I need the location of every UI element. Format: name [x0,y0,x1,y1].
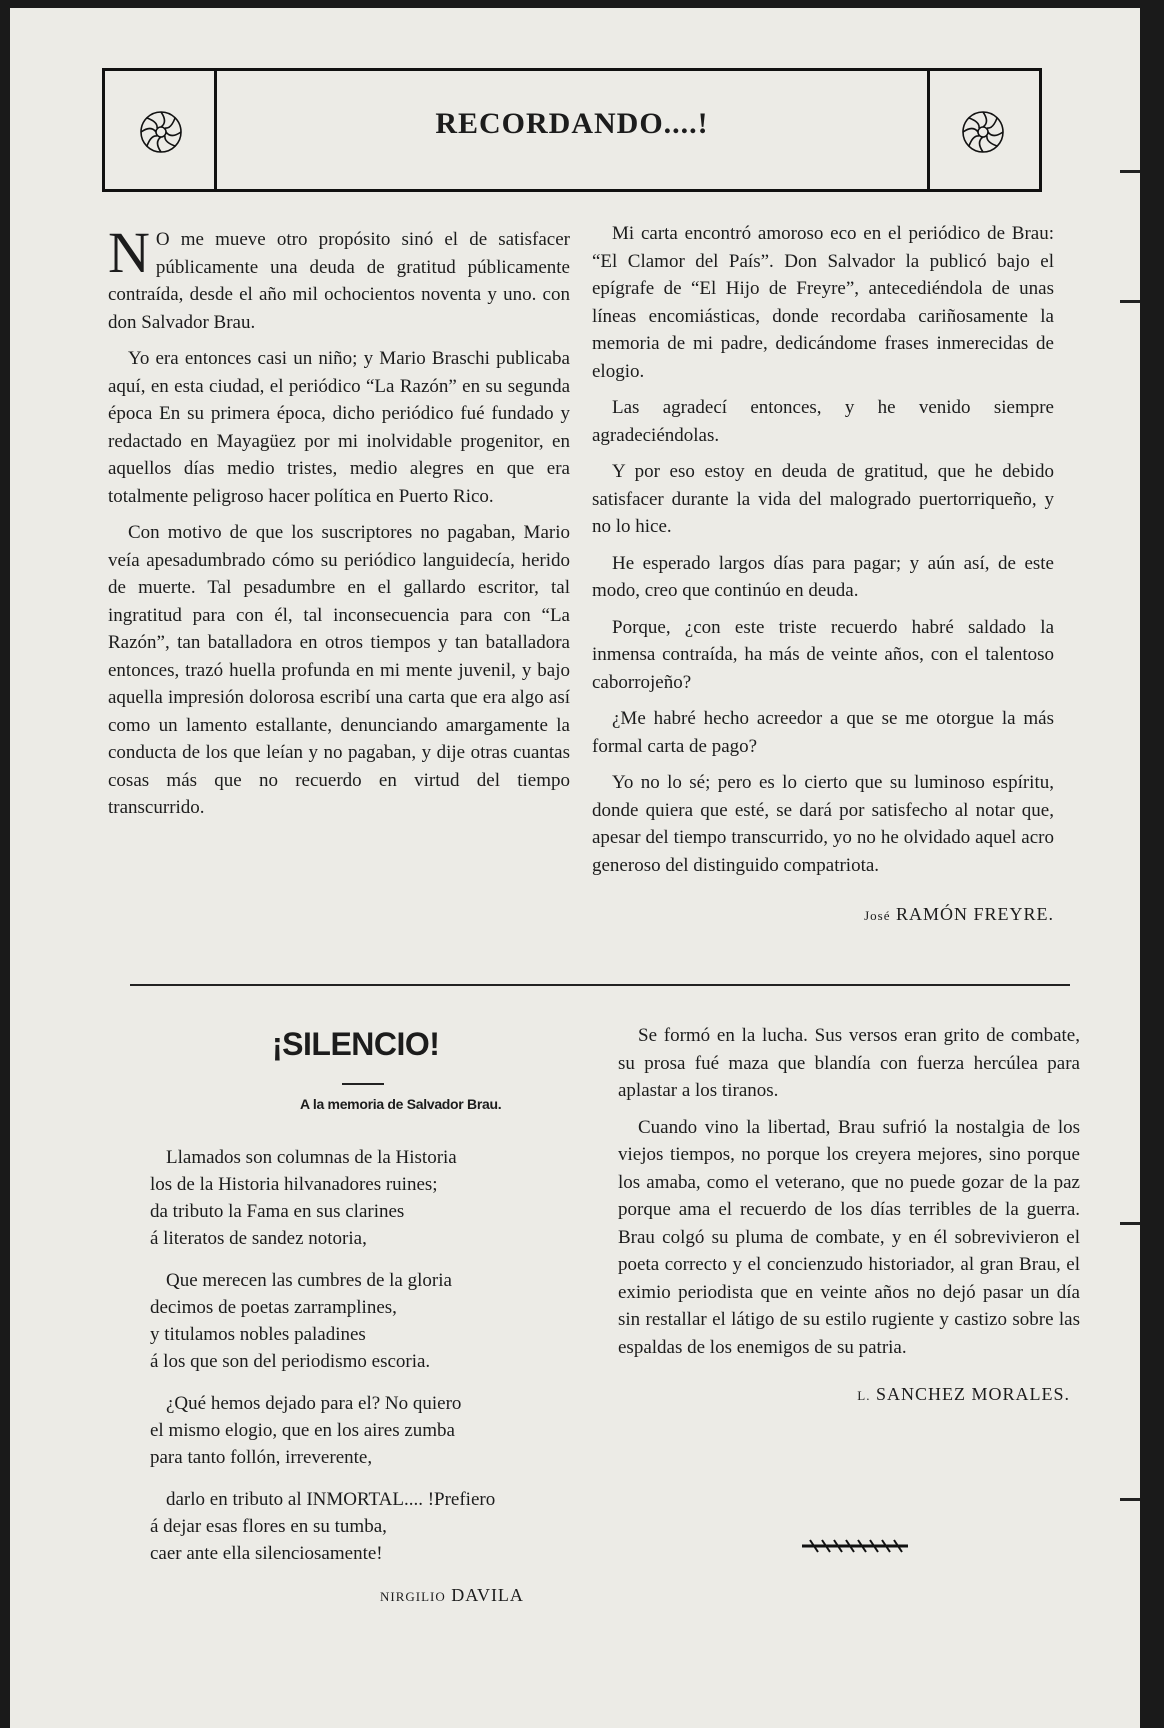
paragraph: Con motivo de que los suscriptores no pagaban, Mario veía apesadumbrado cómo su periódico languidecía, herido de muerte. Tal pesadumbre en el gallardo escritor, tal ingratitud para con él, tal inconsecuencia para con “La Razón”, tan batalladora en otros tiempos y tan batalladora entonces, trazó huella profunda en mi mente juvenil, y bajo aquella impresión dolorosa escribí una carta que era algo así como un lamento estallante, denunciando amargamente la conducta de los que leían y no pagaban, y dije otras cuantas cosas más que no recuerdo en virtud del tiempo transcurrido. [108,522,570,818]
section-divider [130,984,1070,986]
paragraph: Mi carta encontró amoroso eco en el periódico de Brau: “El Clamor del País”. Don Salvador la publicó bajo el epígrafe de “El Hijo de Freyre”, antecediéndola de unas líneas encomiásticas, donde recordaba cariñosamente la memoria de mi padre, dedicándome frases inmerecidas de elogio. [592,223,1054,382]
header-box [102,68,1042,192]
page-title: RECORDANDO....! [435,107,709,140]
poem-title: ¡SILENCIO! [272,1026,440,1062]
header-divider [927,71,930,189]
drop-cap: N [108,220,150,285]
stanza: Que merecen las cumbres de la gloria decimos de poetas zarramplines, y titulamos nobles paladines á los que son del periodismo escoria. [150,1270,452,1372]
poem-dedication: A la memoria de Salvador Brau. [300,1096,502,1112]
paragraph: Se formó en la lucha. Sus versos eran grito de combate, su prosa fué maza que blandía con fuerza hercúlea para aplastar a los tiranos. [618,1025,1080,1101]
paragraph: Porque, ¿con este triste recuerdo habré saldado la inmensa contraída, ha más de veinte años, con el talentoso caborrojeño? [592,616,1054,693]
page-edge-mark [1120,1498,1140,1501]
paragraph: ¿Me habré hecho acreedor a que se me otorgue la más formal carta de pago? [592,708,1054,757]
poem-signature: NIRGILIO DAVILA [380,1585,524,1605]
poem-body [150,1144,610,1610]
signature: José RAMÓN FREYRE. [864,904,1054,924]
header-divider [1039,71,1042,189]
paragraph: Yo era entonces casi un niño; y Mario Braschi publicaba aquí, en esta ciudad, el periódico “La Razón” en su segunda época En su primera época, dicho periódico fué fundado y redactado en Mayagüez por mi inolvidable progenitor, en aquellos días medio tristes, medio alegres en que era totalmente peligroso hacer política en Puerto Rico. [108,348,570,507]
header-divider [102,71,105,189]
paragraph: Las agradecí entonces, y he venido siempre agradeciéndolas. [592,397,1054,446]
page-edge-mark [1120,170,1140,173]
magazine-page [10,8,1140,1728]
stanza: darlo en tributo al INMORTAL.... !Prefiero á dejar esas flores en su tumba, caer ante ella silenciosamente! [150,1489,496,1564]
page-edge-mark [1120,300,1140,303]
ornament-icon [800,1536,910,1556]
recordando-right-column [592,220,1054,930]
paragraph: Yo no lo sé; pero es lo cierto que su luminoso espíritu, donde quiera que esté, se dará por satisfecho al notar que, apesar del tiempo transcurrido, yo no he olvidado aquel acro generoso del distinguido compatriota. [592,772,1054,876]
rosette-icon [138,109,184,155]
morales-column [618,1022,1080,1410]
signature: L. SANCHEZ MORALES. [857,1384,1070,1404]
title-rule [342,1083,384,1085]
recordando-left-column [108,220,570,831]
stanza: ¿Qué hemos dejado para el? No quiero el mismo elogio, que en los aires zumba para tanto follón, irreverente, [150,1393,462,1468]
paragraph: N O me mueve otro propósito sinó el de satisfacer públicamente una deuda de gratitud públicamente contraída, desde el año mil ochocientos noventa y uno. con don Salvador Brau. [108,220,570,333]
paragraph: Y por eso estoy en deuda de gratitud, que he debido satisfacer durante la vida del malogrado puertorriqueño, y no lo hice. [592,461,1054,537]
stanza: Llamados son columnas de la Historia los de la Historia hilvanadores ruines; da tributo la Fama en sus clarines á literatos de sandez notoria, [150,1147,457,1249]
header-divider [214,71,217,189]
paragraph: Cuando vino la libertad, Brau sufrió la nostalgia de los viejos tiempos, no porque los creyera mejores, sino porque los amaba, como el veterano, que no puede gozar de la paz porque ama el recuerdo de los días terribles de la guerra. Brau colgó su pluma de combate, y en él sobrevivieron el poeta correcto y el concienzudo historiador, al gran Brau, el eximio periodista que en veinte años no dejó pasar un día sin restallar el látigo de su estilo rugiente y castizo sobre las espaldas de los enemigos de su patria. [618,1116,1080,1358]
paragraph: He esperado largos días para pagar; y aún así, de este modo, creo que continúo en deuda. [592,552,1054,601]
page-edge-mark [1120,1222,1140,1225]
rosette-icon [960,109,1006,155]
